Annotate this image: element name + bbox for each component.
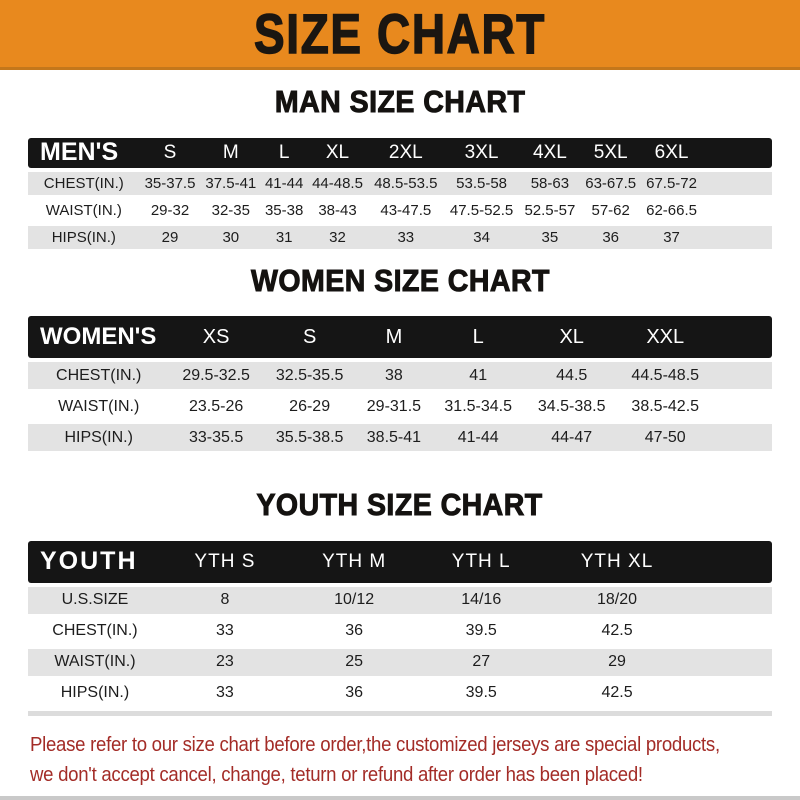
bottom-border-line (0, 796, 800, 800)
table-corner-label: MEN'S (28, 138, 140, 168)
size-value-cell: 35-38 (261, 199, 307, 222)
row-label: WAIST(IN.) (28, 393, 169, 420)
row-spacer-cell (702, 199, 772, 222)
size-value-cell: 29 (542, 649, 692, 676)
size-column-header: XL (525, 316, 619, 358)
size-column-header: YTH M (288, 541, 421, 583)
size-value-cell: 38.5-41 (356, 424, 431, 451)
footer-disclaimer (30, 730, 800, 790)
size-value-cell: 33 (162, 618, 288, 645)
section-women (0, 263, 800, 456)
size-value-cell: 58-63 (519, 172, 580, 195)
table-row (28, 618, 772, 645)
size-value-cell: 48.5-53.5 (368, 172, 444, 195)
size-value-cell: 39.5 (420, 680, 542, 707)
man-table-header-row (28, 138, 772, 168)
row-label: HIPS(IN.) (28, 680, 162, 707)
man-section-heading (0, 84, 800, 120)
size-column-header: 5XL (580, 138, 641, 168)
women-table-header-row (28, 316, 772, 358)
size-column-header: 2XL (368, 138, 444, 168)
size-value-cell: 27 (420, 649, 542, 676)
size-column-header: M (356, 316, 431, 358)
row-label: U.S.SIZE (28, 587, 162, 614)
size-value-cell: 33 (368, 226, 444, 249)
man-size-table (28, 134, 772, 253)
size-value-cell: 42.5 (542, 618, 692, 645)
header-spacer-cell (712, 316, 772, 358)
size-value-cell: 29 (140, 226, 201, 249)
row-spacer-cell (692, 618, 772, 645)
size-value-cell: 41-44 (261, 172, 307, 195)
size-column-header: YTH S (162, 541, 288, 583)
size-column-header: L (431, 316, 525, 358)
size-value-cell: 23.5-26 (169, 393, 263, 420)
size-value-cell: 32 (307, 226, 368, 249)
size-value-cell: 25 (288, 649, 421, 676)
size-value-cell: 47-50 (618, 424, 712, 451)
size-value-cell: 41-44 (431, 424, 525, 451)
section-youth (0, 487, 800, 716)
youth-section-heading-text: YOUTH SIZE CHART (256, 487, 544, 523)
size-value-cell: 35 (519, 226, 580, 249)
header-spacer-cell (702, 138, 772, 168)
size-value-cell: 44.5 (525, 362, 619, 389)
row-spacer-cell (692, 680, 772, 707)
size-column-header: XS (169, 316, 263, 358)
size-value-cell: 34 (444, 226, 520, 249)
size-column-header: YTH XL (542, 541, 692, 583)
table-corner-label: WOMEN'S (28, 316, 169, 358)
table-row (28, 172, 772, 195)
size-column-header: 4XL (519, 138, 580, 168)
size-value-cell: 33-35.5 (169, 424, 263, 451)
row-spacer-cell (702, 172, 772, 195)
table-row (28, 362, 772, 389)
section-man (0, 84, 800, 253)
youth-size-table (28, 537, 772, 711)
women-section-heading-text: WOMEN SIZE CHART (250, 262, 550, 298)
size-value-cell: 67.5-72 (641, 172, 702, 195)
size-column-header: 6XL (641, 138, 702, 168)
size-value-cell: 30 (200, 226, 261, 249)
size-value-cell: 35-37.5 (140, 172, 201, 195)
size-column-header: S (263, 316, 357, 358)
size-value-cell: 63-67.5 (580, 172, 641, 195)
table-row (28, 587, 772, 614)
size-value-cell: 44-48.5 (307, 172, 368, 195)
row-label: WAIST(IN.) (28, 199, 140, 222)
row-spacer-cell (692, 649, 772, 676)
size-column-header: YTH L (420, 541, 542, 583)
footer-line-1: Please refer to our size chart before order,the customized jerseys are special products, (30, 733, 720, 756)
size-value-cell: 47.5-52.5 (444, 199, 520, 222)
size-value-cell: 38 (356, 362, 431, 389)
youth-section-heading (0, 487, 800, 523)
size-value-cell: 53.5-58 (444, 172, 520, 195)
size-column-header: 3XL (444, 138, 520, 168)
table-row (28, 226, 772, 249)
size-chart-banner (0, 0, 800, 70)
women-section-heading (0, 263, 800, 299)
row-label: CHEST(IN.) (28, 618, 162, 645)
size-value-cell: 38-43 (307, 199, 368, 222)
table-row (28, 393, 772, 420)
size-value-cell: 36 (288, 618, 421, 645)
size-column-header: L (261, 138, 307, 168)
man-section-heading-text: MAN SIZE CHART (274, 84, 526, 119)
size-value-cell: 31.5-34.5 (431, 393, 525, 420)
row-label: HIPS(IN.) (28, 226, 140, 249)
size-value-cell: 29-31.5 (356, 393, 431, 420)
size-value-cell: 43-47.5 (368, 199, 444, 222)
size-value-cell: 33 (162, 680, 288, 707)
size-value-cell: 32.5-35.5 (263, 362, 357, 389)
table-row (28, 649, 772, 676)
size-value-cell: 23 (162, 649, 288, 676)
table-row (28, 199, 772, 222)
size-value-cell: 32-35 (200, 199, 261, 222)
row-spacer-cell (702, 226, 772, 249)
row-spacer-cell (712, 424, 772, 451)
size-value-cell: 36 (580, 226, 641, 249)
row-spacer-cell (712, 362, 772, 389)
banner-title: SIZE CHART (254, 1, 546, 65)
size-value-cell: 35.5-38.5 (263, 424, 357, 451)
size-value-cell: 14/16 (420, 587, 542, 614)
size-value-cell: 29-32 (140, 199, 201, 222)
table-corner-label: YOUTH (28, 541, 162, 583)
size-value-cell: 57-62 (580, 199, 641, 222)
size-value-cell: 34.5-38.5 (525, 393, 619, 420)
size-value-cell: 37 (641, 226, 702, 249)
row-label: HIPS(IN.) (28, 424, 169, 451)
row-label: CHEST(IN.) (28, 172, 140, 195)
size-value-cell: 8 (162, 587, 288, 614)
size-value-cell: 36 (288, 680, 421, 707)
size-column-header: XL (307, 138, 368, 168)
size-column-header: XXL (618, 316, 712, 358)
youth-table-header-row (28, 541, 772, 583)
size-column-header: S (140, 138, 201, 168)
table-row (28, 424, 772, 451)
size-value-cell: 52.5-57 (519, 199, 580, 222)
size-value-cell: 44-47 (525, 424, 619, 451)
header-spacer-cell (692, 541, 772, 583)
size-value-cell: 31 (261, 226, 307, 249)
table-row (28, 680, 772, 707)
youth-table-bottom-strip (28, 711, 772, 716)
row-label: WAIST(IN.) (28, 649, 162, 676)
row-label: CHEST(IN.) (28, 362, 169, 389)
women-size-table (28, 312, 772, 455)
size-value-cell: 18/20 (542, 587, 692, 614)
size-value-cell: 10/12 (288, 587, 421, 614)
size-value-cell: 29.5-32.5 (169, 362, 263, 389)
footer-line-2: we don't accept cancel, change, teturn or refund after order has been placed! (30, 763, 643, 786)
size-value-cell: 42.5 (542, 680, 692, 707)
row-spacer-cell (692, 587, 772, 614)
row-spacer-cell (712, 393, 772, 420)
size-value-cell: 41 (431, 362, 525, 389)
size-value-cell: 62-66.5 (641, 199, 702, 222)
size-value-cell: 44.5-48.5 (618, 362, 712, 389)
size-value-cell: 37.5-41 (200, 172, 261, 195)
size-value-cell: 26-29 (263, 393, 357, 420)
size-value-cell: 39.5 (420, 618, 542, 645)
size-column-header: M (200, 138, 261, 168)
size-value-cell: 38.5-42.5 (618, 393, 712, 420)
